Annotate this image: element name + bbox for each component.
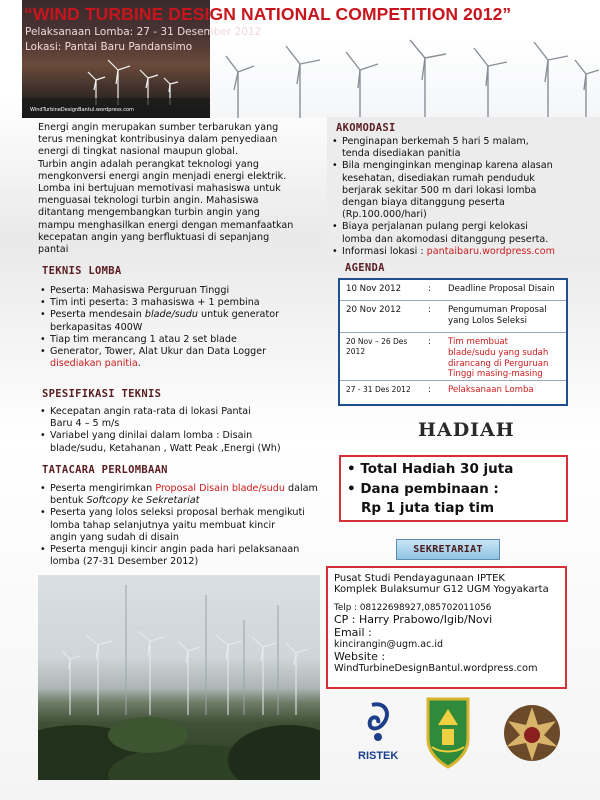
item-text: blade/sudu, Ketahanan , Watt Peak ,Energi (Wh) xyxy=(50,442,281,454)
item-text: Peserta mendesain xyxy=(50,309,145,321)
item-text: Baru 4 – 5 m/s xyxy=(50,418,120,430)
item-text: bentuk xyxy=(50,495,87,507)
item-text: . xyxy=(137,358,141,370)
hadiah-total: Total Hadiah 30 juta xyxy=(360,461,514,477)
table-row xyxy=(340,301,566,333)
intro-line: menguasai teknologi turbin angin. Mahasiswa xyxy=(38,195,259,207)
intro-line: energi di tingkat nasional maupun global. xyxy=(38,146,239,158)
item-text-red: Proposal Disain blade/sudu xyxy=(155,483,285,494)
intro-line: kecepatan angin yang berfluktuasi di sepanjang xyxy=(38,231,270,243)
sponsor-logos xyxy=(352,695,582,775)
bantul-emblem-icon xyxy=(428,699,468,767)
item-text: Penginapan berkemah 5 hari 5 malam, xyxy=(342,136,529,147)
item-text: Peserta mengirimkan xyxy=(50,483,156,494)
event-text: Tinggi masing-masing xyxy=(448,369,543,380)
event-text: yang Lolos Seleksi xyxy=(448,315,527,326)
ristek-label: RISTEK xyxy=(358,750,399,762)
list-item xyxy=(332,136,600,160)
agenda-sep: : xyxy=(428,305,431,315)
list-item xyxy=(40,334,325,346)
item-text: Generator, Tower, Alat Ukur dan Data Logger xyxy=(50,346,267,358)
item-text: berjarak sekitar 500 m dari lokasi lomba xyxy=(342,184,537,196)
hadiah-pembinaan: Dana pembinaan : xyxy=(360,481,499,497)
hadiah-amount: Rp 1 juta tiap tim xyxy=(361,500,495,516)
spesifikasi-title: SPESIFIKASI TEKNIS xyxy=(42,388,162,400)
agenda-event xyxy=(448,284,564,295)
item-text: angin yang sudah di disain xyxy=(50,531,179,543)
intro-line: Energi angin merupakan sumber terbarukan yang xyxy=(38,122,279,133)
agenda-event xyxy=(448,305,564,327)
hadiah-box xyxy=(339,455,568,522)
item-text: dengan biaya ditanggung peserta xyxy=(342,197,505,209)
event-location: Lokasi: Pantai Baru Pandansimo xyxy=(25,41,193,53)
photo-turbines-graphic xyxy=(38,575,320,780)
list-item xyxy=(40,309,325,333)
agenda-date: 20 Nov – 26 Des 2012 xyxy=(346,337,408,356)
sekretariat-button[interactable]: SEKRETARIAT xyxy=(396,539,500,560)
item-text: untuk generator xyxy=(197,309,280,321)
table-row xyxy=(340,280,566,301)
event-text: Pengumuman Proposal xyxy=(448,305,547,315)
agenda-sep: : xyxy=(428,284,431,294)
event-text: Tim membuat xyxy=(448,337,509,347)
event-text: dirancang di Perguruan xyxy=(448,358,549,369)
item-text: Kecepatan angin rata-rata di lokasi Pantai xyxy=(50,406,251,417)
item-text: lomba tahap selanjutnya yaitu membuat kincir xyxy=(50,519,276,531)
agenda-date: 10 Nov 2012 xyxy=(346,284,402,294)
item-text: berkapasitas 400W xyxy=(50,321,143,333)
teknis-title: TEKNIS LOMBA xyxy=(42,265,122,277)
agenda-date: 27 - 31 Des 2012 xyxy=(346,385,411,394)
event-text: Deadline Proposal Disain xyxy=(448,284,555,294)
akomodasi-list xyxy=(332,136,600,258)
list-item xyxy=(40,285,325,297)
spesifikasi-list xyxy=(40,406,325,455)
list-item xyxy=(40,297,325,309)
intro-line: ditantang mengembangkan turbin angin yang xyxy=(38,207,260,219)
item-text-italic: Softcopy ke Sekretariat xyxy=(86,495,200,507)
list-item xyxy=(332,246,600,258)
item-text: Variabel yang dinilai dalam lomba : Disain xyxy=(50,430,253,442)
agenda-date: 20 Nov 2012 xyxy=(346,305,402,315)
list-item xyxy=(40,544,330,568)
item-text: Peserta: Mahasiswa Perguruan Tinggi xyxy=(50,285,230,296)
hadiah-line: • Total Hadiah 30 juta xyxy=(347,461,514,477)
contact-address: Komplek Bulaksumur G12 UGM Yogyakarta xyxy=(334,584,549,595)
item-text: Peserta menguji kincir angin pada hari pelaksanaan xyxy=(50,544,300,556)
contact-phone: Telp : 08122698927,085702011056 xyxy=(334,603,492,613)
list-item xyxy=(40,507,330,544)
item-text: kesehatan, disediakan rumah penduduk xyxy=(342,172,535,184)
event-text: blade/sudu yang sudah xyxy=(448,347,549,358)
item-text: lomba (27-31 Desember 2012) xyxy=(50,556,199,568)
intro-line: Lomba ini bertujuan memotivasi mahasiswa untuk xyxy=(38,183,281,195)
item-text: Tiap tim merancang 1 atau 2 set blade xyxy=(50,333,237,345)
ristek-logo-icon xyxy=(358,704,398,762)
agenda-sep: : xyxy=(428,385,431,395)
intro-line: Turbin angin adalah perangkat teknologi yang xyxy=(38,158,259,170)
intro-line: pantai xyxy=(38,244,69,256)
table-row xyxy=(340,381,566,406)
contact-box xyxy=(326,566,567,689)
item-text-red: disediakan panitia xyxy=(50,358,138,370)
agenda-table xyxy=(338,278,568,406)
item-text: Tim inti peserta: 3 mahasiswa + 1 pembina xyxy=(50,297,260,309)
intro-line: mengkonversi energi angin menjadi energi elektrik. xyxy=(38,170,287,182)
contact-person: CP : Harry Prabowo/Igib/Novi xyxy=(334,613,493,626)
contact-email-label: Email : xyxy=(334,626,372,639)
contact-org: Pusat Studi Pendayagunaan IPTEK xyxy=(334,573,505,584)
intro-paragraph xyxy=(38,122,323,256)
contact-website-label: Website : xyxy=(334,650,386,663)
page-title: “WIND TURBINE DESIGN NATIONAL COMPETITION 2012” xyxy=(24,4,512,24)
event-date: Pelaksanaan Lomba: 27 - 31 Desember 2012 xyxy=(25,26,262,38)
item-text: Bila menginginkan menginap karena alasan xyxy=(342,160,553,172)
tatacara-list xyxy=(40,483,330,568)
list-item xyxy=(40,430,325,454)
item-text: dalam xyxy=(284,483,318,494)
item-text: tenda disediakan panitia xyxy=(342,148,461,160)
tatacara-title: TATACARA PERLOMBAAN xyxy=(42,464,168,476)
agenda-sep: : xyxy=(428,337,431,347)
agenda-title: AGENDA xyxy=(345,262,385,274)
ugm-emblem-icon xyxy=(504,705,560,761)
agenda-event xyxy=(448,385,564,396)
item-text-italic: blade/sudu xyxy=(144,309,198,321)
lokasi-link[interactable]: pantaibaru.wordpress.com xyxy=(426,245,555,257)
list-item xyxy=(40,483,330,507)
header-url: WindTurbineDesignBantul.wordpress.com xyxy=(30,107,134,113)
list-item xyxy=(332,160,600,221)
list-item xyxy=(40,406,325,430)
item-text: Informasi lokasi : xyxy=(342,245,427,257)
hadiah-line: • Dana pembinaan : xyxy=(347,481,499,497)
table-row xyxy=(340,333,566,381)
agenda-event xyxy=(448,337,564,380)
teknis-list xyxy=(40,285,325,370)
turbine-field-photo xyxy=(38,575,320,780)
intro-line: terus meningkat kontribusinya dalam penyediaan xyxy=(38,134,278,146)
contact-email[interactable]: kincirangin@ugm.ac.id xyxy=(334,639,444,650)
hadiah-title: HADIAH xyxy=(418,419,515,441)
list-item xyxy=(332,221,600,245)
header-banner xyxy=(0,0,600,118)
contact-website[interactable]: WindTurbineDesignBantul.wordpress.com xyxy=(334,663,538,674)
item-text: Peserta yang lolos seleksi proposal berhak mengikuti xyxy=(50,507,305,519)
list-item xyxy=(40,346,325,370)
item-text: Biaya perjalanan pulang pergi kelokasi xyxy=(342,221,528,233)
event-text: Pelaksanaan Lomba xyxy=(448,385,534,395)
akomodasi-title: AKOMODASI xyxy=(336,122,396,134)
item-text: lomba dan akomodasi ditanggung peserta. xyxy=(342,233,549,245)
item-text: (Rp.100.000/hari) xyxy=(342,209,427,221)
intro-line: mampu menghasilkan energi dengan memanfaatkan xyxy=(38,219,294,231)
